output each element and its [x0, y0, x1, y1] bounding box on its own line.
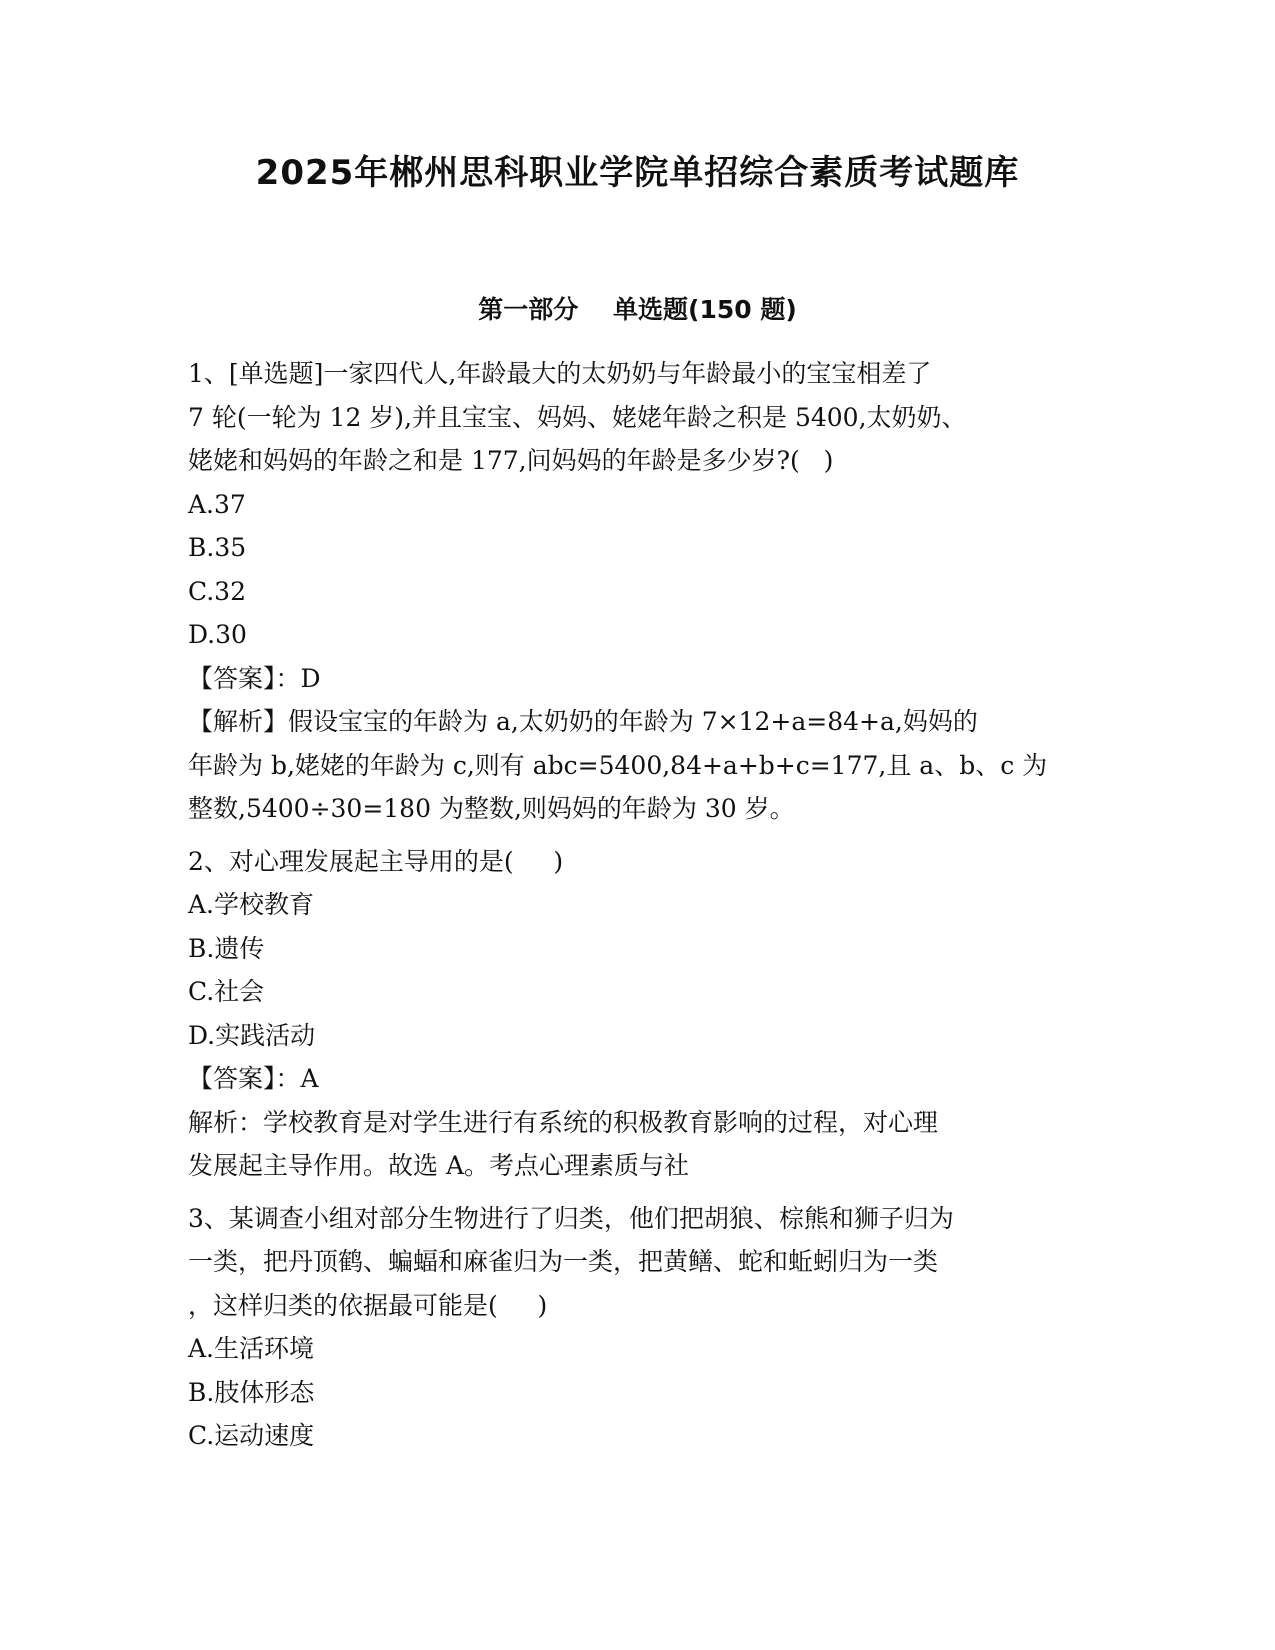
option-c: C.运动速度	[188, 1421, 315, 1450]
section-title: 第一部分 单选题(150 题)	[478, 295, 797, 324]
question-stem-line: 3、某调查小组对部分生物进行了归类，他们把胡狼、棕熊和狮子归为	[188, 1203, 954, 1233]
question-stem-line: 1、[单选题]一家四代人,年龄最大的太奶奶与年龄最小的宝宝相差了	[188, 359, 932, 388]
option-d: D.实践活动	[188, 1020, 316, 1050]
option-b: B.35	[188, 533, 247, 562]
analysis-line: 解析：学校教育是对学生进行有系统的积极教育影响的过程，对心理	[188, 1107, 939, 1137]
option-d: D.30	[188, 620, 247, 649]
question-2	[188, 840, 1088, 1188]
question-list	[188, 352, 1088, 1458]
question-stem-line: 姥姥和妈妈的年龄之和是 177,问妈妈的年龄是多少岁?( )	[188, 446, 834, 475]
question-stem-line: 2、对心理发展起主导用的是( )	[188, 846, 564, 876]
question-1	[188, 352, 1088, 831]
question-spacer	[188, 1188, 1088, 1197]
analysis-line: 【解析】假设宝宝的年龄为 a,太奶奶的年龄为 7×12+a=84+a,妈妈的	[188, 707, 978, 736]
analysis-line: 发展起主导作用。故选 A。考点心理素质与社	[188, 1151, 690, 1180]
answer-line: 【答案】：A	[188, 1064, 319, 1093]
option-a: A.37	[188, 489, 246, 519]
question-spacer	[188, 831, 1088, 840]
question-stem-line: ，这样归类的依据最可能是( )	[188, 1290, 548, 1320]
question-3	[188, 1197, 1088, 1458]
answer-line: 【答案】：D	[188, 663, 321, 693]
option-c: C.32	[188, 576, 246, 606]
option-a: A.生活环境	[188, 1334, 315, 1363]
option-a: A.学校教育	[188, 890, 315, 919]
question-stem-line: 7 轮(一轮为 12 岁),并且宝宝、妈妈、姥姥年龄之积是 5400,太奶奶、	[188, 402, 967, 432]
analysis-line: 年龄为 b,姥姥的年龄为 c,则有 abc=5400,84+a+b+c=177,且 a、b、c 为	[188, 750, 1048, 780]
analysis-line: 整数,5400÷30=180 为整数,则妈妈的年龄为 30 岁。	[188, 794, 795, 823]
option-b: B.遗传	[188, 933, 265, 963]
document-title: 2025年郴州思科职业学院单招综合素质考试题库	[255, 153, 1020, 193]
option-b: B.肢体形态	[188, 1377, 315, 1407]
option-c: C.社会	[188, 977, 265, 1006]
question-stem-line: 一类，把丹顶鹤、蝙蝠和麻雀归为一类，把黄鳝、蛇和蚯蚓归为一类	[188, 1247, 939, 1276]
